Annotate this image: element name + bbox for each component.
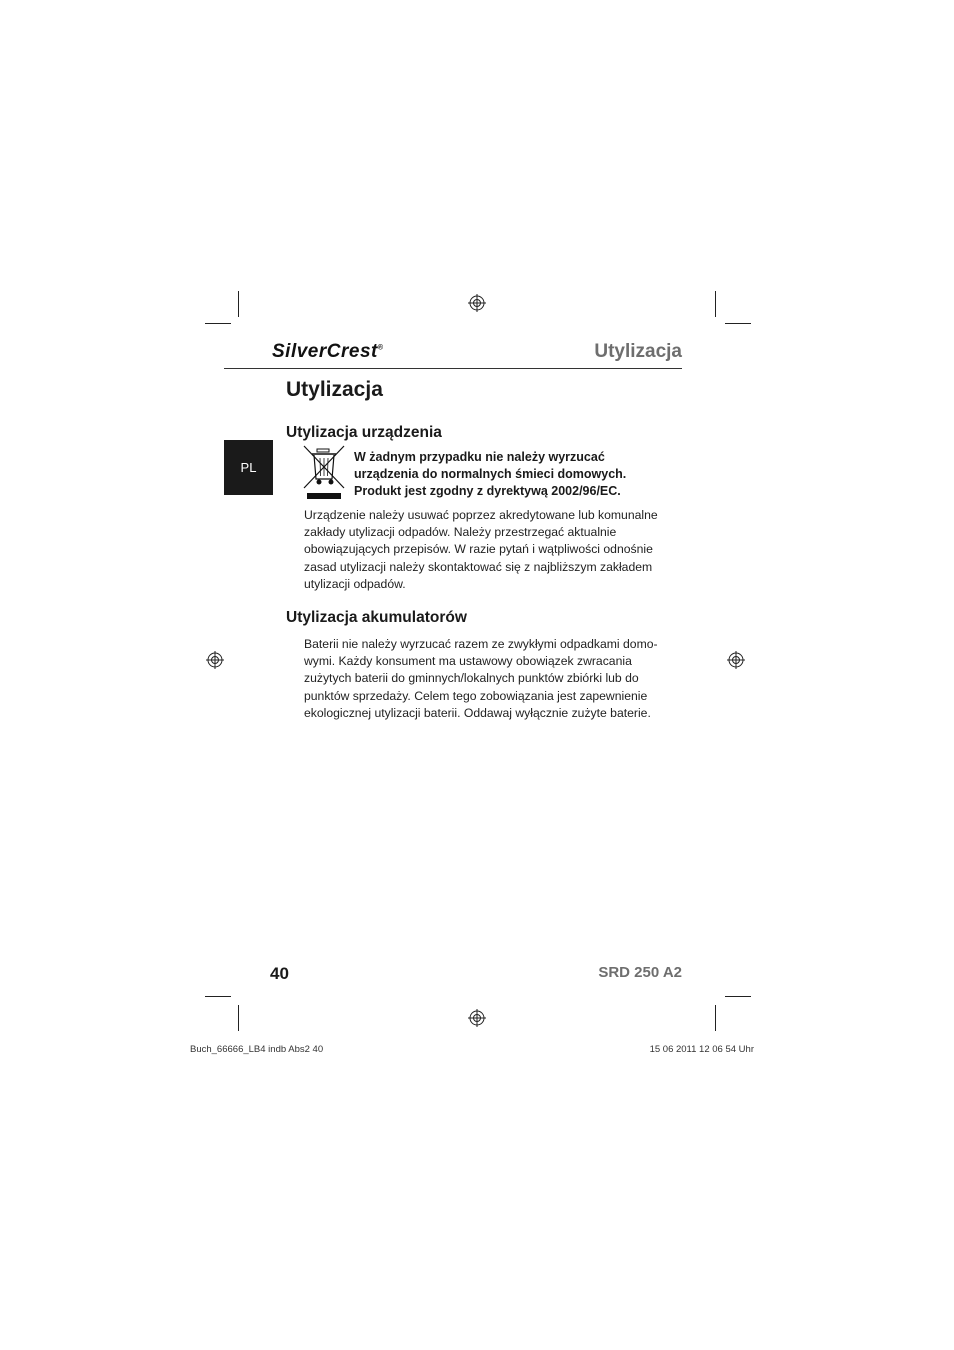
crop-mark <box>725 996 751 997</box>
crop-mark <box>238 1005 239 1031</box>
brand-logo-text: SilverCrest <box>272 341 378 362</box>
section-heading-device: Utylizacja urządzenia <box>286 424 442 441</box>
registration-mark-icon <box>727 651 745 669</box>
model-number: SRD 250 A2 <box>598 964 682 981</box>
page-number: 40 <box>270 964 289 983</box>
battery-disposal-text: Baterii nie należy wyrzucać razem ze zwykłymi odpadkami domo- wymi. Każdy konsument ma ustawowy obowiązek zwracania zużytych baterii do gminnych/lokalnych punktów zbiórki lub do punktów sprzedaży. Celem tego zobowiązania jest zapewnienie ekologicznej utylizacji baterii. Oddawaj wyłącznie zużyte baterie. <box>304 637 658 720</box>
print-slug-right: 15 06 2011 12 06 54 Uhr <box>649 1044 754 1055</box>
crop-mark <box>205 996 231 997</box>
section-heading-batteries: Utylizacja akumulatorów <box>286 609 467 626</box>
crossed-out-wheelie-bin-icon <box>302 443 346 501</box>
language-tab: PL <box>224 440 273 495</box>
crop-mark <box>205 323 231 324</box>
crop-mark <box>725 323 751 324</box>
device-disposal-text: Urządzenie należy usuwać poprzez akredytowane lub komunalne zakłady utylizacji odpadów. Należy przestrzegać aktualnie obowiązujących przepisów. W razie pytań i wątpliwości odnośnie zasad utylizacji należy skontaktować się z najbliższym zakładem utylizacji odpadów. <box>304 508 658 591</box>
crop-mark <box>715 291 716 317</box>
brand-logo: SilverCrest® <box>272 341 384 362</box>
print-slug-left: Buch_66666_LB4 indb Abs2 40 <box>190 1044 324 1055</box>
registration-mark-icon <box>468 1009 486 1027</box>
crop-mark <box>715 1005 716 1031</box>
page-title: Utylizacja <box>286 378 383 401</box>
header-title: Utylizacja <box>594 341 682 362</box>
crop-mark <box>238 291 239 317</box>
registration-mark-icon <box>468 294 486 312</box>
registration-mark-icon <box>206 651 224 669</box>
disposal-warning: W żadnym przypadku nie należy wyrzucać urządzenia do normalnych śmieci domowych. Produkt jest zgodny z dyrektywą 2002/96/EC. <box>354 450 627 498</box>
header-divider <box>224 368 682 369</box>
